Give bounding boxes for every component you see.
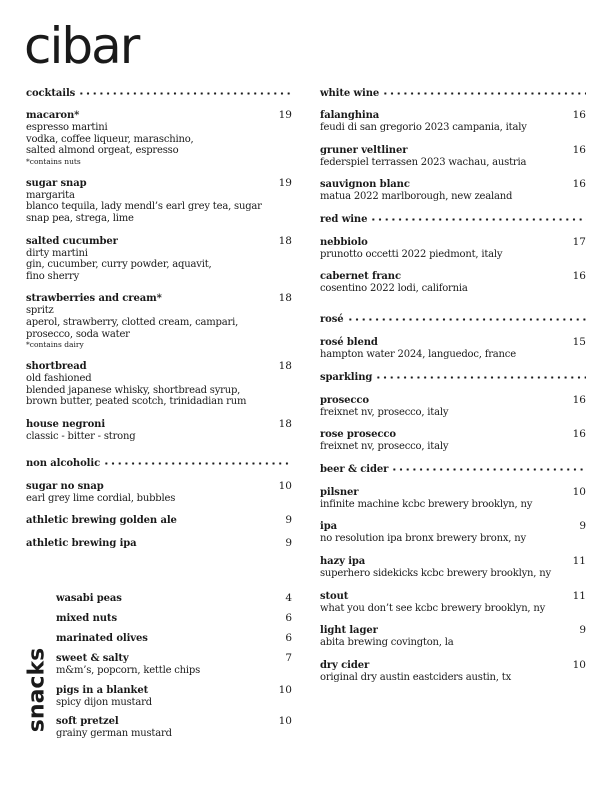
menu-item-prosecco — [320, 394, 586, 419]
item-price: 9 — [579, 624, 586, 637]
dotted-leader — [347, 318, 586, 321]
item-name: rose prosecco — [320, 429, 396, 441]
item-name: marinated olives — [56, 633, 148, 644]
item-price: 6 — [285, 632, 292, 644]
item-row — [320, 659, 586, 672]
item-row — [26, 177, 292, 190]
item-row — [320, 394, 586, 407]
item-price: 18 — [278, 417, 292, 430]
item-row — [320, 270, 586, 283]
section-beer-cider — [320, 463, 586, 684]
menu-item-soft-pretzel — [56, 715, 292, 740]
menu-item-strawberries-and-cream — [26, 292, 292, 350]
item-price: 9 — [579, 520, 586, 533]
item-row — [320, 178, 586, 191]
menu-item-shortbread — [26, 360, 292, 408]
item-name: hazy ipa — [320, 555, 366, 567]
item-name: athletic brewing golden ale — [26, 515, 177, 527]
item-row — [56, 632, 292, 645]
item-name: stout — [320, 590, 349, 602]
item-description: margarita — [26, 189, 75, 201]
item-price: 18 — [278, 360, 292, 373]
section-title: beer & cider — [320, 464, 389, 476]
section-header — [320, 213, 586, 227]
section-white-wine — [320, 86, 586, 203]
section-cocktails — [26, 86, 292, 443]
menu-item-sugar-snap — [26, 177, 292, 225]
item-description: federspiel terrassen 2023 wachau, austria — [320, 156, 527, 168]
item-name: soft pretzel — [56, 716, 119, 728]
item-description: freixnet nv, prosecco, italy — [320, 441, 449, 453]
right-column — [320, 86, 586, 693]
item-description: hampton water 2024, languedoc, france — [320, 348, 516, 360]
item-row — [320, 590, 586, 603]
item-name: sauvignon blanc — [320, 179, 410, 191]
section-header — [320, 463, 586, 477]
item-description: dirty martini — [26, 247, 88, 259]
menu-item-nebbiolo — [320, 236, 586, 261]
item-name: sweet & salty — [56, 653, 129, 664]
section-title: white wine — [320, 87, 380, 99]
item-note: *contains nuts — [26, 156, 81, 166]
brand-name: cibar — [24, 17, 139, 75]
section-header — [26, 86, 292, 100]
item-price: 4 — [285, 592, 292, 604]
item-row — [26, 292, 292, 305]
item-price: 11 — [572, 554, 586, 567]
item-description: earl grey lime cordial, bubbles — [26, 492, 176, 504]
item-description: classic - bitter - strong — [26, 430, 136, 442]
section-title: rosé — [320, 314, 344, 326]
item-price: 16 — [572, 109, 586, 121]
item-note: *contains dairy — [26, 340, 84, 350]
menu-item-pigs-in-a-blanket — [56, 684, 292, 709]
item-price: 11 — [572, 589, 586, 602]
item-row — [320, 486, 586, 499]
item-price: 7 — [285, 652, 292, 664]
item-description: grainy german mustard — [56, 728, 172, 740]
item-name: house negroni — [26, 418, 106, 430]
item-name: athletic brewing ipa — [26, 538, 137, 550]
item-name: sugar snap — [26, 177, 87, 189]
item-description: no resolution ipa bronx brewery bronx, ny — [320, 533, 526, 545]
item-price: 10 — [278, 479, 292, 492]
item-price: 16 — [572, 143, 586, 156]
item-row — [26, 514, 292, 527]
item-description: fino sherry — [26, 270, 80, 282]
item-row — [320, 520, 586, 533]
item-row — [320, 336, 586, 349]
item-name: falanghina — [320, 110, 380, 121]
item-price: 10 — [572, 658, 586, 671]
item-name: strawberries and cream* — [26, 293, 162, 305]
section-header — [26, 457, 292, 471]
item-description: abita brewing covington, la — [320, 637, 454, 649]
item-price: 9 — [285, 514, 292, 527]
item-description: snap pea, strega, lime — [26, 212, 134, 224]
item-description: vodka, coffee liqueur, maraschino, — [26, 133, 194, 145]
item-price: 17 — [572, 235, 586, 248]
item-description: m&m’s, popcorn, kettle chips — [56, 665, 201, 676]
menu-item-athletic-brewing-golden-ale — [26, 514, 292, 527]
item-row — [320, 144, 586, 157]
item-name: sugar no snap — [26, 480, 104, 492]
item-price: 6 — [285, 612, 292, 624]
snacks-label — [22, 640, 52, 740]
menu-item-marinated-olives — [56, 632, 292, 645]
item-description: aperol, strawberry, clotted cream, campari, — [26, 316, 239, 328]
section-header — [320, 86, 586, 100]
item-name: dry cider — [320, 659, 370, 671]
menu-item-falanghina — [320, 109, 586, 134]
menu-item-light-lager — [320, 624, 586, 649]
item-price: 9 — [285, 537, 292, 550]
item-description: brown butter, peated scotch, trinidadian rum — [26, 396, 247, 408]
snacks-list — [56, 592, 292, 747]
section-red-wine — [320, 213, 586, 295]
section-title: sparkling — [320, 372, 373, 384]
menu-item-sweet-salty — [56, 652, 292, 677]
item-row — [320, 109, 586, 122]
item-row — [320, 624, 586, 637]
item-description: espresso martini — [26, 122, 108, 133]
menu-item-gruner-veltliner — [320, 144, 586, 169]
menu-item-ipa — [320, 520, 586, 545]
item-price: 10 — [572, 485, 586, 498]
item-price: 16 — [572, 178, 586, 191]
menu-item-macaron — [26, 109, 292, 167]
item-row — [26, 109, 292, 122]
item-description: feudi di san gregorio 2023 campania, italy — [320, 122, 527, 133]
item-price: 16 — [572, 428, 586, 441]
item-row — [26, 418, 292, 431]
item-description: original dry austin eastciders austin, tx — [320, 671, 512, 683]
snacks-label-text: snacks — [24, 647, 50, 733]
item-price: 19 — [278, 176, 292, 189]
item-description: old fashioned — [26, 373, 92, 385]
item-price: 18 — [278, 292, 292, 305]
menu-item-house-negroni — [26, 418, 292, 443]
item-price: 10 — [278, 715, 292, 728]
menu-item-sugar-no-snap — [26, 480, 292, 505]
dotted-leader — [382, 92, 586, 95]
item-description: spritz — [26, 305, 54, 317]
item-description: freixnet nv, prosecco, italy — [320, 406, 449, 418]
item-description: prunotto occetti 2022 piedmont, italy — [320, 248, 503, 260]
item-description: blanco tequila, lady mendl’s earl grey tea, sugar — [26, 201, 262, 213]
menu-item-athletic-brewing-ipa — [26, 537, 292, 550]
item-description: what you don’t see kcbc brewery brooklyn, ny — [320, 602, 546, 614]
dotted-leader — [103, 462, 292, 465]
item-name: rosé blend — [320, 336, 378, 348]
section-header — [320, 371, 586, 385]
item-row — [320, 236, 586, 249]
item-name: wasabi peas — [56, 593, 122, 604]
item-row — [26, 360, 292, 373]
menu-item-sauvignon-blanc — [320, 178, 586, 203]
item-row — [26, 480, 292, 493]
item-name: salted cucumber — [26, 235, 118, 247]
item-price: 15 — [572, 335, 586, 348]
item-name: light lager — [320, 625, 378, 637]
item-description: infinite machine kcbc brewery brooklyn, ny — [320, 498, 533, 510]
section-title: red wine — [320, 214, 368, 226]
item-price: 16 — [572, 270, 586, 283]
item-row — [56, 715, 292, 728]
left-column — [26, 86, 292, 560]
item-description: cosentino 2022 lodi, california — [320, 283, 468, 295]
item-description: blended japanese whisky, shortbread syrup, — [26, 384, 241, 396]
dotted-leader — [375, 376, 586, 379]
item-description: gin, cucumber, curry powder, aquavit, — [26, 259, 212, 271]
section-non-alcoholic — [26, 457, 292, 551]
item-price: 19 — [278, 109, 292, 121]
section-header — [320, 313, 586, 327]
dotted-leader — [78, 92, 292, 95]
item-name: macaron* — [26, 110, 80, 121]
menu-item-dry-cider — [320, 659, 586, 684]
item-price: 18 — [278, 234, 292, 247]
menu-item-hazy-ipa — [320, 555, 586, 580]
item-row — [56, 684, 292, 697]
menu-item-wasabi-peas — [56, 592, 292, 605]
item-name: pilsner — [320, 486, 359, 498]
section-title: non alcoholic — [26, 458, 101, 469]
menu-item-cabernet-franc — [320, 270, 586, 295]
item-name: nebbiolo — [320, 236, 368, 248]
menu-item-ros-blend — [320, 336, 586, 361]
item-price: 16 — [572, 393, 586, 406]
item-row — [56, 592, 292, 605]
item-name: shortbread — [26, 361, 87, 373]
item-description: prosecco, soda water — [26, 328, 130, 340]
item-name: ipa — [320, 521, 337, 533]
item-row — [26, 537, 292, 550]
menu-item-stout — [320, 590, 586, 615]
section-sparkling — [320, 371, 586, 453]
dotted-leader — [391, 468, 586, 471]
menu-item-mixed-nuts — [56, 612, 292, 625]
menu-item-salted-cucumber — [26, 235, 292, 283]
item-row — [320, 555, 586, 568]
section-title: cocktails — [26, 87, 76, 99]
item-name: pigs in a blanket — [56, 684, 149, 696]
item-description: spicy dijon mustard — [56, 696, 152, 708]
item-name: cabernet franc — [320, 271, 401, 283]
menu-item-rose-prosecco — [320, 428, 586, 453]
item-row — [56, 652, 292, 665]
brand-logo — [24, 18, 138, 74]
item-description: salted almond orgeat, espresso — [26, 145, 179, 157]
item-row — [56, 612, 292, 625]
item-name: mixed nuts — [56, 613, 117, 624]
item-price: 10 — [278, 683, 292, 696]
section-ros — [320, 313, 586, 361]
item-description: superhero sidekicks kcbc brewery brooklyn, ny — [320, 567, 551, 579]
item-name: gruner veltliner — [320, 144, 408, 156]
item-row — [320, 428, 586, 441]
item-row — [26, 235, 292, 248]
item-description: matua 2022 marlborough, new zealand — [320, 191, 513, 203]
item-name: prosecco — [320, 394, 369, 406]
dotted-leader — [370, 218, 586, 221]
menu-item-pilsner — [320, 486, 586, 511]
